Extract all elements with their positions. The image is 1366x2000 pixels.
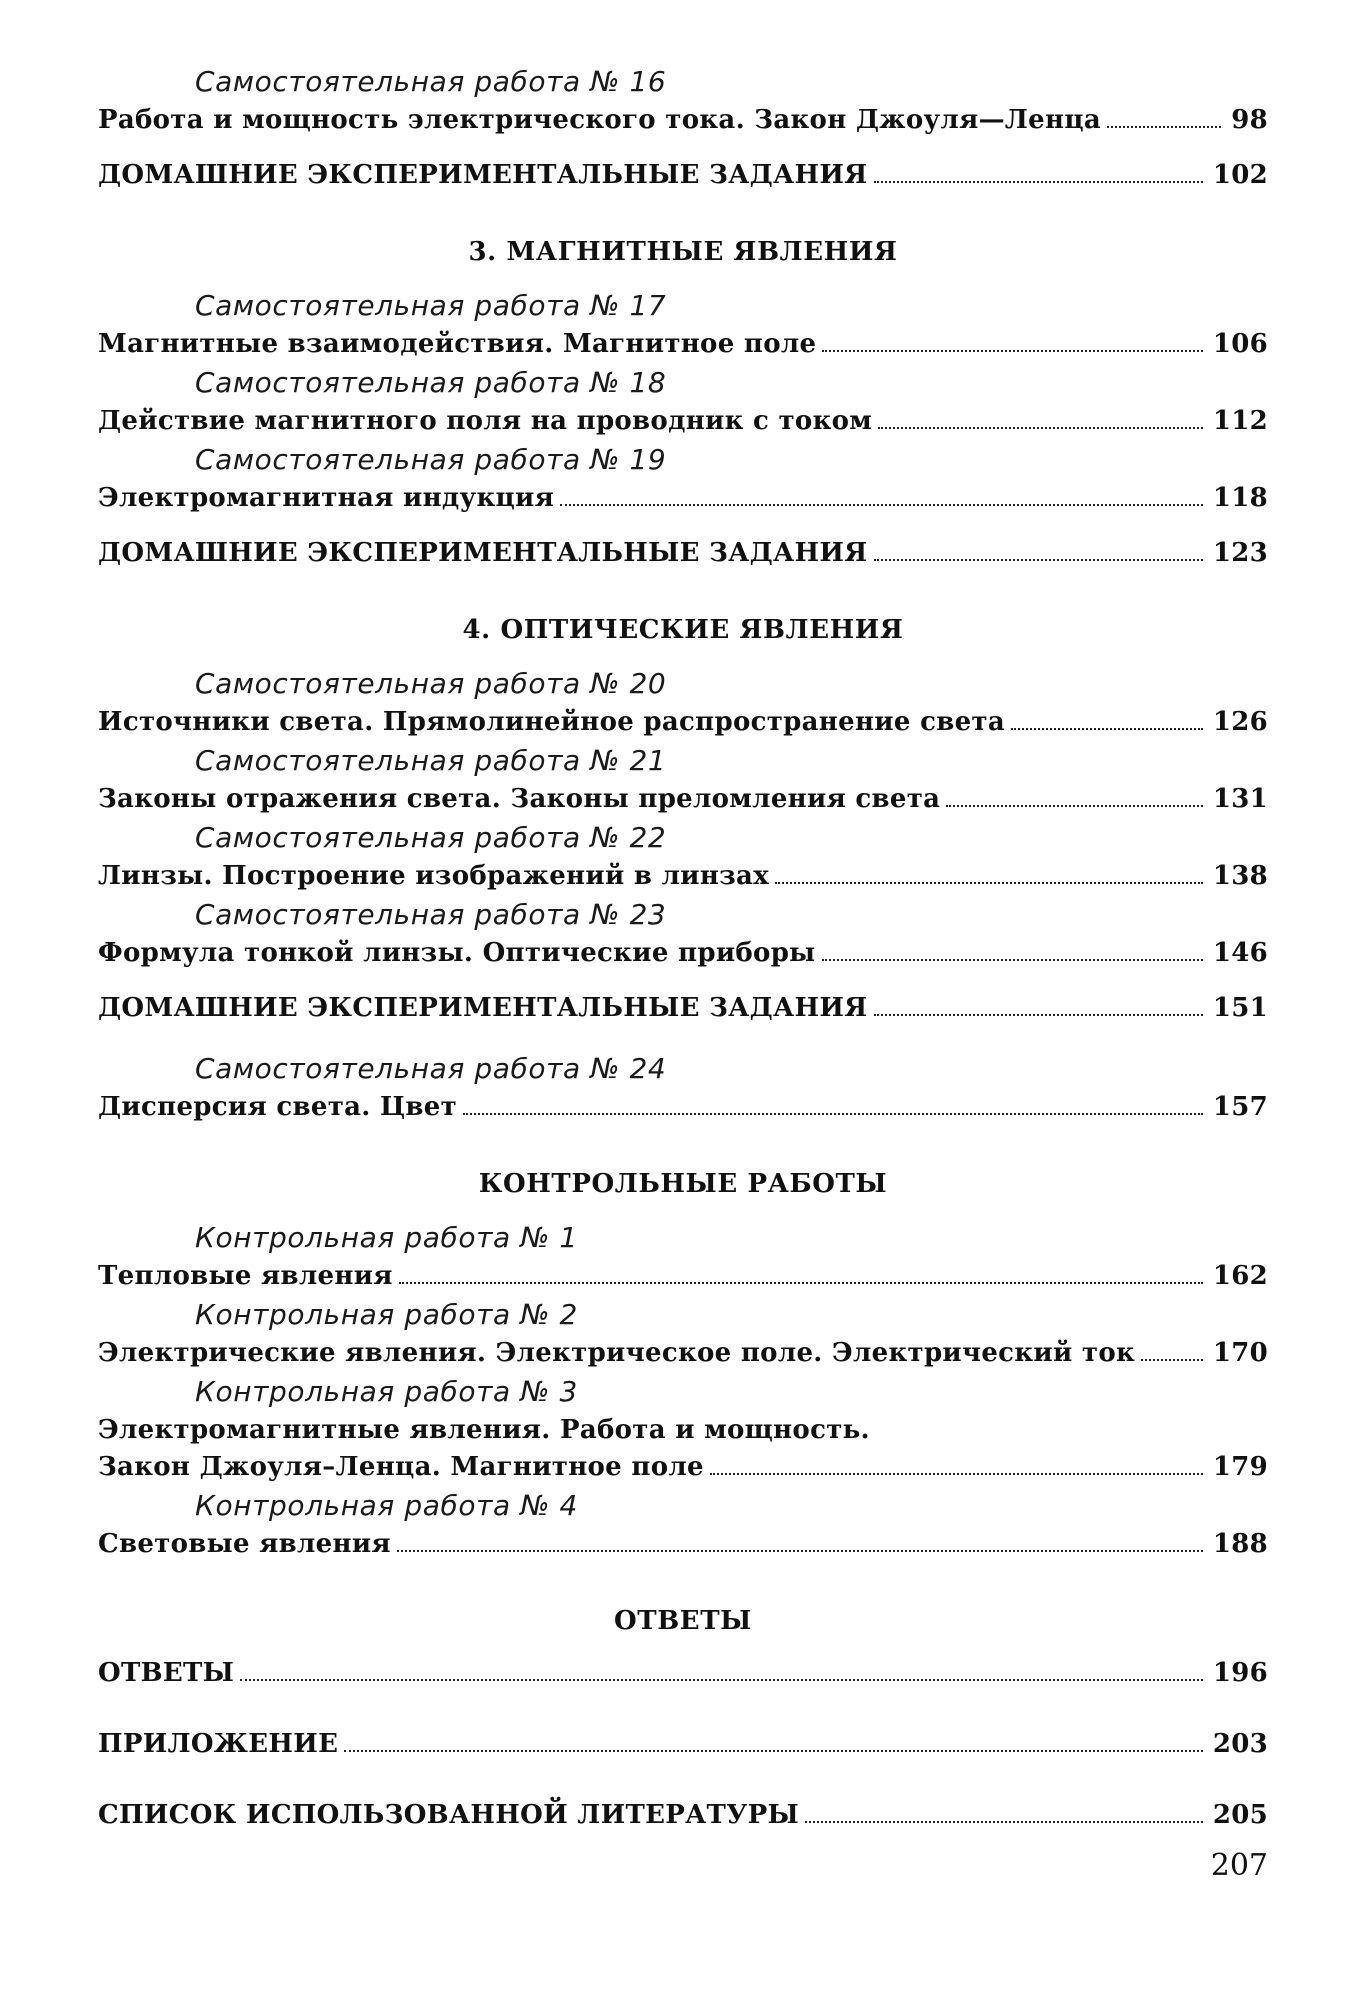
toc-sublabel: Контрольная работа № 1 xyxy=(195,1221,578,1254)
dot-leader xyxy=(822,958,1203,961)
toc-entry[interactable] xyxy=(98,1449,1268,1486)
dot-leader xyxy=(874,1013,1203,1016)
toc-entry-page: 118 xyxy=(1212,483,1268,513)
dot-leader xyxy=(874,180,1203,183)
dot-leader xyxy=(775,881,1203,884)
toc-entry[interactable] xyxy=(98,1526,1268,1563)
toc-entry-page: 106 xyxy=(1212,329,1268,359)
toc-entry-title: Закон Джоуля–Ленца. Магнитное поле xyxy=(98,1452,704,1482)
section-heading: ОТВЕТЫ xyxy=(614,1606,752,1636)
toc-entry[interactable] xyxy=(98,1335,1268,1372)
toc-entry[interactable] xyxy=(98,326,1268,363)
toc-sublabel: Самостоятельная работа № 24 xyxy=(195,1052,667,1085)
toc-entry-title: Линзы. Построение изображений в линзах xyxy=(98,861,770,891)
table-of-contents xyxy=(98,62,1268,1886)
dot-leader xyxy=(344,1749,1203,1752)
toc-entry-title-line[interactable]: Электромагнитные явления. Работа и мощность. xyxy=(98,1415,870,1445)
toc-entry[interactable] xyxy=(98,990,1268,1027)
section-heading: 4. ОПТИЧЕСКИЕ ЯВЛЕНИЯ xyxy=(462,615,904,645)
toc-sublabel: Контрольная работа № 4 xyxy=(195,1489,578,1522)
toc-entry-title: Действие магнитного поля на проводник с током xyxy=(98,406,873,436)
toc-entry-title: ПРИЛОЖЕНИЕ xyxy=(98,1729,339,1759)
dot-leader xyxy=(1011,727,1203,730)
toc-entry[interactable] xyxy=(98,1089,1268,1126)
toc-entry-title: Работа и мощность электрического тока. Закон Джоуля—Ленца xyxy=(98,105,1101,135)
toc-sublabel: Самостоятельная работа № 23 xyxy=(195,898,667,931)
toc-entry[interactable] xyxy=(98,535,1268,572)
toc-entry[interactable] xyxy=(98,1258,1268,1295)
toc-entry[interactable] xyxy=(98,858,1268,895)
toc-entry-title: СПИСОК ИСПОЛЬЗОВАННОЙ ЛИТЕРАТУРЫ xyxy=(98,1800,799,1830)
toc-entry-title: Световые явления xyxy=(98,1529,391,1559)
dot-leader xyxy=(874,558,1203,561)
dot-leader xyxy=(397,1549,1203,1552)
toc-entry-page: 131 xyxy=(1212,784,1268,814)
toc-entry-title: ДОМАШНИЕ ЭКСПЕРИМЕНТАЛЬНЫЕ ЗАДАНИЯ xyxy=(98,538,868,568)
toc-entry[interactable] xyxy=(98,1797,1268,1834)
toc-entry-title: Магнитные взаимодействия. Магнитное поле xyxy=(98,329,817,359)
toc-sublabel: Самостоятельная работа № 18 xyxy=(195,366,667,399)
toc-entry-page: 157 xyxy=(1212,1092,1268,1122)
toc-entry[interactable] xyxy=(98,1726,1268,1763)
toc-entry[interactable] xyxy=(98,480,1268,517)
dot-leader xyxy=(805,1820,1203,1823)
toc-sublabel: Самостоятельная работа № 22 xyxy=(195,821,667,854)
dot-leader xyxy=(399,1281,1203,1284)
toc-sublabel: Самостоятельная работа № 17 xyxy=(195,289,667,322)
toc-entry-title: ОТВЕТЫ xyxy=(98,1658,235,1688)
toc-entry-title: ДОМАШНИЕ ЭКСПЕРИМЕНТАЛЬНЫЕ ЗАДАНИЯ xyxy=(98,993,868,1023)
toc-entry-title: ДОМАШНИЕ ЭКСПЕРИМЕНТАЛЬНЫЕ ЗАДАНИЯ xyxy=(98,160,868,190)
toc-sublabel: Контрольная работа № 2 xyxy=(195,1298,578,1331)
toc-entry[interactable] xyxy=(98,935,1268,972)
page-number: 207 xyxy=(1210,1848,1268,1883)
toc-sublabel: Контрольная работа № 3 xyxy=(195,1375,578,1408)
dot-leader xyxy=(710,1472,1203,1475)
toc-entry[interactable] xyxy=(98,157,1268,194)
toc-entry-page: 112 xyxy=(1212,406,1268,436)
toc-entry-page: 205 xyxy=(1212,1800,1268,1830)
toc-entry-page: 179 xyxy=(1212,1452,1268,1482)
toc-sublabel: Самостоятельная работа № 20 xyxy=(195,667,667,700)
toc-entry[interactable] xyxy=(98,1655,1268,1692)
toc-entry-page: 196 xyxy=(1212,1658,1268,1688)
dot-leader xyxy=(822,349,1202,352)
toc-entry-page: 126 xyxy=(1212,707,1268,737)
toc-entry-page: 188 xyxy=(1212,1529,1268,1559)
toc-entry-page: 162 xyxy=(1212,1261,1268,1291)
toc-sublabel: Самостоятельная работа № 19 xyxy=(195,443,667,476)
toc-entry-page: 146 xyxy=(1212,938,1268,968)
dot-leader xyxy=(560,503,1203,506)
toc-entry-page: 138 xyxy=(1212,861,1268,891)
toc-entry-page: 102 xyxy=(1212,160,1268,190)
toc-entry-title: Тепловые явления xyxy=(98,1261,393,1291)
section-heading: КОНТРОЛЬНЫЕ РАБОТЫ xyxy=(478,1169,888,1199)
toc-entry-title: Дисперсия света. Цвет xyxy=(98,1092,458,1122)
dot-leader xyxy=(1141,1358,1203,1361)
toc-entry-page: 123 xyxy=(1212,538,1268,568)
dot-leader xyxy=(1107,125,1221,128)
toc-sublabel: Самостоятельная работа № 16 xyxy=(195,65,667,98)
section-heading: 3. МАГНИТНЫЕ ЯВЛЕНИЯ xyxy=(468,237,898,267)
toc-entry-page: 170 xyxy=(1212,1338,1268,1368)
toc-entry-title: Источники света. Прямолинейное распространение света xyxy=(98,707,1005,737)
dot-leader xyxy=(946,804,1202,807)
toc-entry-title: Электрические явления. Электрическое поле. Электрический ток xyxy=(98,1338,1136,1368)
dot-leader xyxy=(240,1678,1203,1681)
toc-entry-title: Электромагнитная индукция xyxy=(98,483,555,513)
toc-entry-page: 203 xyxy=(1212,1729,1268,1759)
toc-sublabel: Самостоятельная работа № 21 xyxy=(195,744,667,777)
toc-entry[interactable] xyxy=(98,781,1268,818)
toc-entry[interactable] xyxy=(98,704,1268,741)
toc-entry-page: 98 xyxy=(1231,105,1268,135)
toc-entry-title: Формула тонкой линзы. Оптические приборы xyxy=(98,938,816,968)
dot-leader xyxy=(878,426,1203,429)
toc-entry[interactable] xyxy=(98,403,1268,440)
dot-leader xyxy=(463,1112,1203,1115)
toc-entry-title: Законы отражения света. Законы преломления света xyxy=(98,784,941,814)
toc-entry[interactable] xyxy=(98,102,1268,139)
toc-entry-page: 151 xyxy=(1212,993,1268,1023)
